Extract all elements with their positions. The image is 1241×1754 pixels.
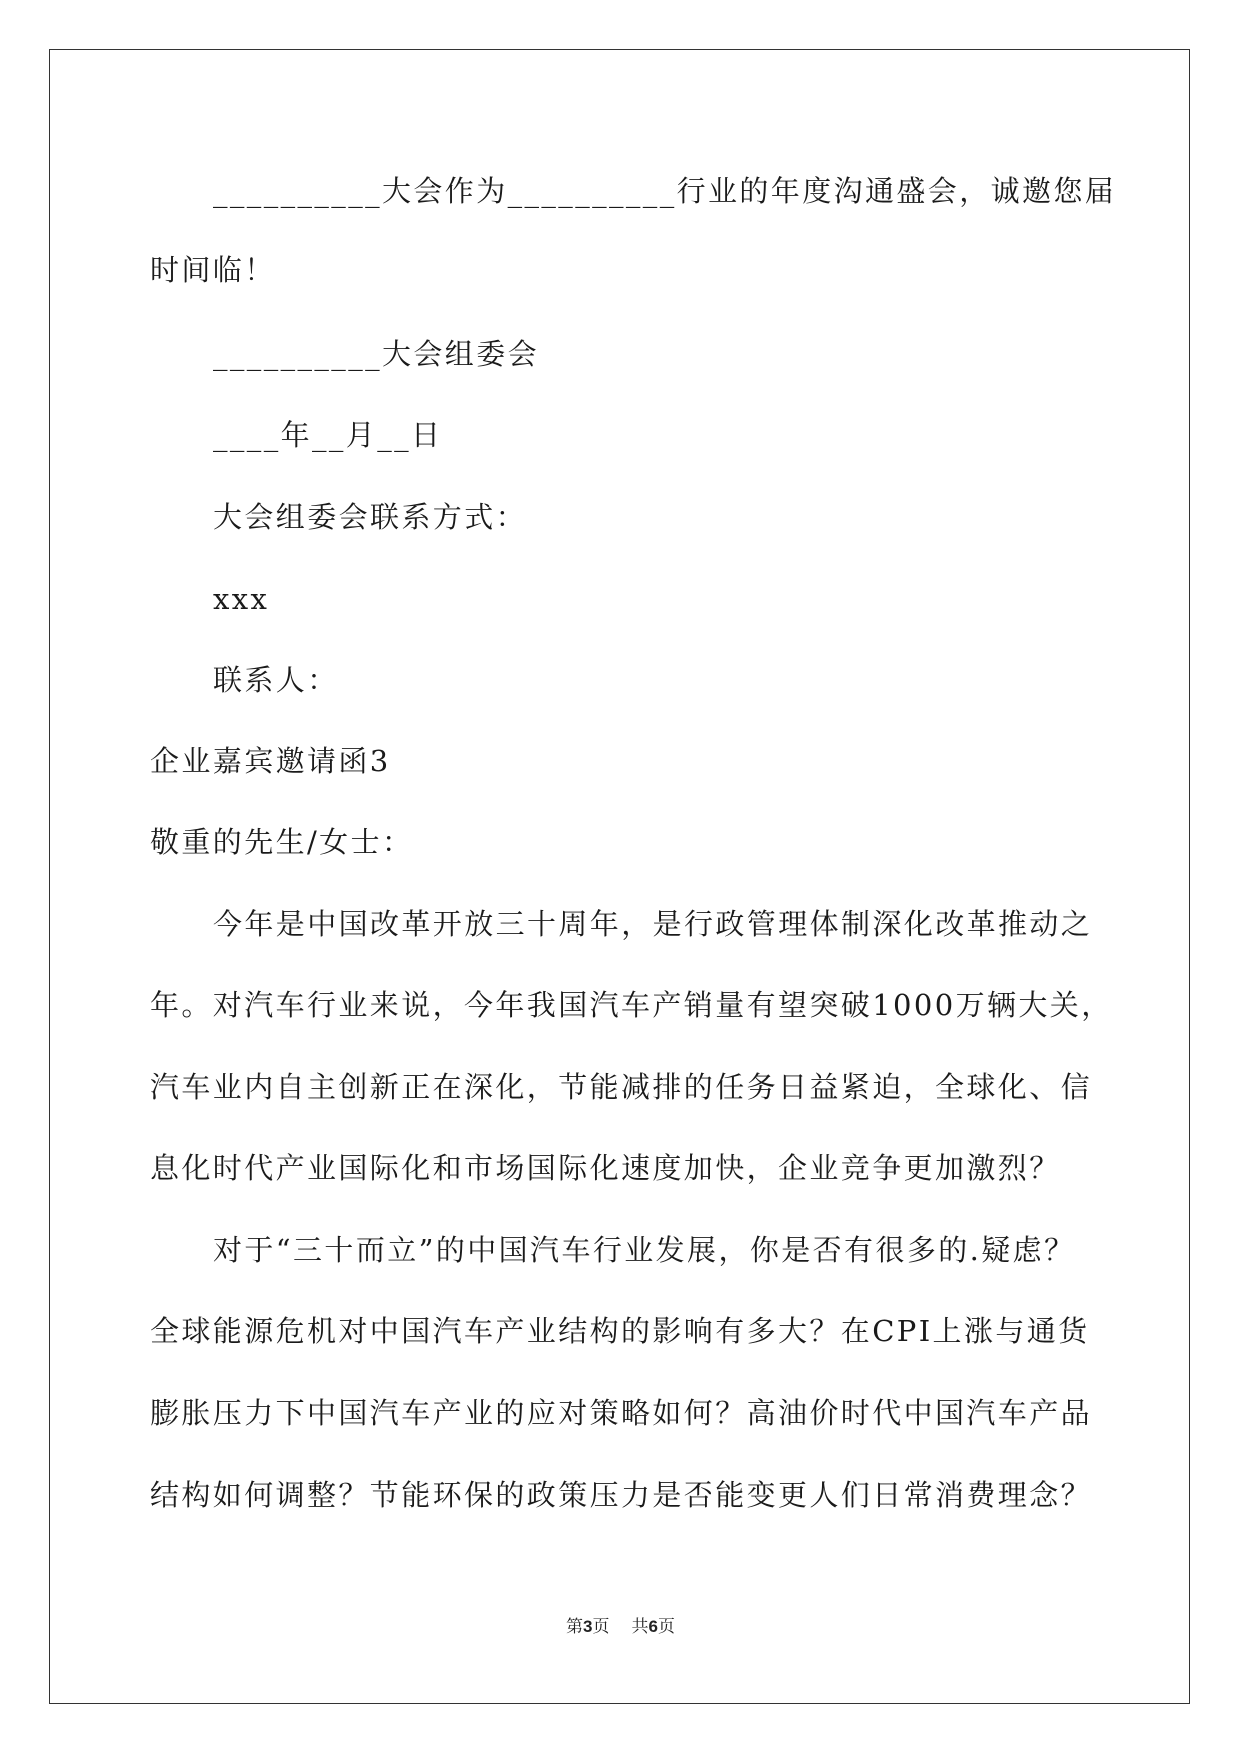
contact-heading: 大会组委会联系方式： xyxy=(213,500,528,534)
total-prefix: 共 xyxy=(631,1617,649,1636)
page-border xyxy=(49,49,1190,1704)
salutation: 敬重的先生/女士： xyxy=(150,825,414,859)
paragraph-line: 今年是中国改革开放三十周年，是行政管理体制深化改革推动之 xyxy=(213,907,1093,941)
paragraph-line: 全球能源危机对中国汽车产业结构的影响有多大？在CPI上涨与通货 xyxy=(150,1314,1090,1348)
section-heading: 企业嘉宾邀请函3 xyxy=(150,744,391,778)
total-label: 页 xyxy=(657,1617,675,1636)
signature-date: ____年__月__日 xyxy=(213,418,443,452)
paragraph-line: 汽车业内自主创新正在深化，节能减排的任务日益紧迫，全球化、信 xyxy=(150,1070,1093,1104)
page-total: 6 xyxy=(648,1617,658,1636)
contact-person-label: 联系人： xyxy=(213,663,339,697)
paragraph-line: 年。对汽车行业来说，今年我国汽车产销量有望突破1000万辆大关， xyxy=(150,988,1113,1022)
paragraph-line: 对于“三十而立”的中国汽车行业发展，你是否有很多的.疑虑？ xyxy=(213,1233,1076,1267)
page-footer xyxy=(0,1616,1241,1638)
page-prefix: 第 xyxy=(566,1617,584,1636)
paragraph-line: 结构如何调整？节能环保的政策压力是否能变更人们日常消费理念？ xyxy=(150,1478,1093,1512)
page-current: 3 xyxy=(583,1617,593,1636)
paragraph-line: 息化时代产业国际化和市场国际化速度加快，企业竞争更加激烈？ xyxy=(150,1151,1061,1185)
paragraph-line: __________大会作为__________行业的年度沟通盛会，诚邀您届 xyxy=(213,174,1117,208)
signature-organizer: __________大会组委会 xyxy=(213,337,540,371)
page-label: 页 xyxy=(592,1617,610,1636)
contact-value: xxx xyxy=(213,582,270,616)
paragraph-line: 时间临！ xyxy=(150,253,276,287)
paragraph-line: 膨胀压力下中国汽车产业的应对策略如何？高油价时代中国汽车产品 xyxy=(150,1396,1093,1430)
